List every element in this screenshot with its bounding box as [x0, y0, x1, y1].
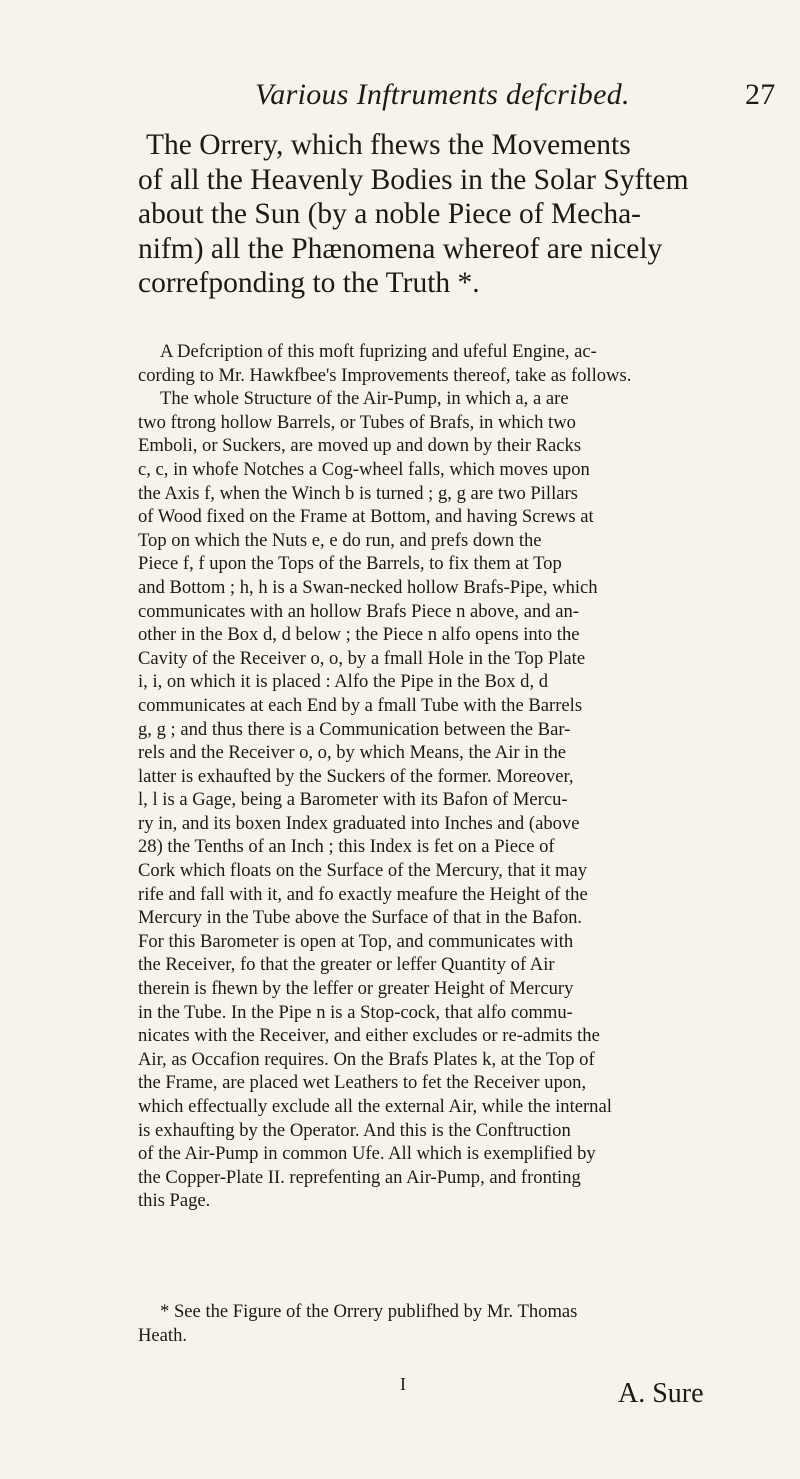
running-title: Various Inftruments defcribed. — [255, 78, 630, 111]
body-line: ry in, and its boxen Index graduated into Inches and (above — [138, 812, 580, 834]
lead-line: of all the Heavenly Bodies in the Solar Syftem — [138, 163, 689, 196]
body-line: c, c, in whofe Notches a Cog-wheel falls, which moves upon — [138, 458, 590, 480]
body-line: communicates with an hollow Brafs Piece n above, and an- — [138, 600, 579, 622]
signature-mark: I — [400, 1374, 406, 1394]
body-line: l, l is a Gage, being a Barometer with its Bafon of Mercu- — [138, 789, 568, 811]
body-line: the Axis f, when the Winch b is turned ; g, g are two Pillars — [138, 482, 578, 504]
body-line: i, i, on which it is placed : Alfo the Pipe in the Box d, d — [138, 671, 549, 693]
lead-line: The Orrery, which fhews the Movements — [146, 129, 631, 161]
body-line: the Frame, are placed wet Leathers to fet the Receiver upon, — [138, 1072, 587, 1094]
body-line: latter is exhaufted by the Suckers of the former. Moreover, — [138, 765, 574, 787]
body-line: is exhaufting by the Operator. And this is the Conftruction — [138, 1119, 571, 1141]
lead-line: nifm) all the Phænomena whereof are nicely — [138, 232, 663, 265]
body-line: nicates with the Receiver, and either excludes or re-admits the — [138, 1025, 600, 1047]
body-line: g, g ; and thus there is a Communication between the Bar- — [138, 718, 571, 740]
body-line: Top on which the Nuts e, e do run, and prefs down the — [138, 529, 542, 551]
body-line: Air, as Occafion requires. On the Brafs Plates k, at the Top of — [138, 1048, 595, 1070]
body-paragraph — [138, 340, 788, 1213]
body-line: the Receiver, fo that the greater or leffer Quantity of Air — [138, 954, 555, 976]
body-line: communicates at each End by a fmall Tube with the Barrels — [138, 694, 583, 716]
body-line: this Page. — [138, 1190, 211, 1212]
page-footer — [138, 1374, 788, 1418]
body-line: therein is fhewn by the leffer or greater Height of Mercury — [138, 978, 574, 1000]
body-line: Mercury in the Tube above the Surface of that in the Bafon. — [138, 907, 583, 929]
body-line: rels and the Receiver o, o, by which Means, the Air in the — [138, 742, 567, 764]
page-number: 27 — [745, 78, 776, 111]
body-line: cording to Mr. Hawkfbee's Improvements thereof, take as follows. — [138, 364, 632, 386]
footnote — [138, 1300, 788, 1347]
body-line: rife and fall with it, and fo exactly meafure the Height of the — [138, 883, 588, 905]
body-line: in the Tube. In the Pipe n is a Stop-cock, that alfo commu- — [138, 1001, 573, 1023]
body-line: 28) the Tenths of an Inch ; this Index is fet on a Piece of — [138, 836, 555, 858]
body-line: which effectually exclude all the external Air, while the internal — [138, 1096, 612, 1117]
lead-paragraph — [138, 128, 778, 301]
body-line: Cavity of the Receiver o, o, by a fmall Hole in the Top Plate — [138, 647, 586, 669]
body-line: of the Air-Pump in common Ufe. All which is exemplified by — [138, 1143, 596, 1165]
body-line: Emboli, or Suckers, are moved up and down by their Racks — [138, 435, 582, 457]
body-line: other in the Box d, d below ; the Piece n alfo opens into the — [138, 624, 580, 646]
body-line: of Wood fixed on the Frame at Bottom, and having Screws at — [138, 506, 594, 528]
body-line: the Copper-Plate II. reprefenting an Air-Pump, and fronting — [138, 1166, 581, 1188]
catchword: A. Sure — [618, 1378, 704, 1409]
body-line: Piece f, f upon the Tops of the Barrels, to fix them at Top — [138, 553, 562, 575]
body-line: two ftrong hollow Barrels, or Tubes of Brafs, in which two — [138, 411, 576, 433]
body-line: and Bottom ; h, h is a Swan-necked hollow Brafs-Pipe, which — [138, 576, 598, 598]
body-line: Cork which floats on the Surface of the Mercury, that it may — [138, 860, 588, 882]
footnote-line: Heath. — [138, 1324, 188, 1346]
running-header — [255, 78, 775, 118]
lead-line: correfponding to the Truth *. — [138, 267, 480, 299]
body-line: For this Barometer is open at Top, and communicates with — [138, 930, 574, 952]
lead-line: about the Sun (by a noble Piece of Mecha- — [138, 198, 641, 230]
body-line: The whole Structure of the Air-Pump, in which a, a are — [160, 388, 569, 410]
footnote-line: * See the Figure of the Orrery publifhed by Mr. Thomas — [160, 1301, 578, 1322]
body-line: A Defcription of this moft fuprizing and ufeful Engine, ac- — [160, 341, 597, 362]
